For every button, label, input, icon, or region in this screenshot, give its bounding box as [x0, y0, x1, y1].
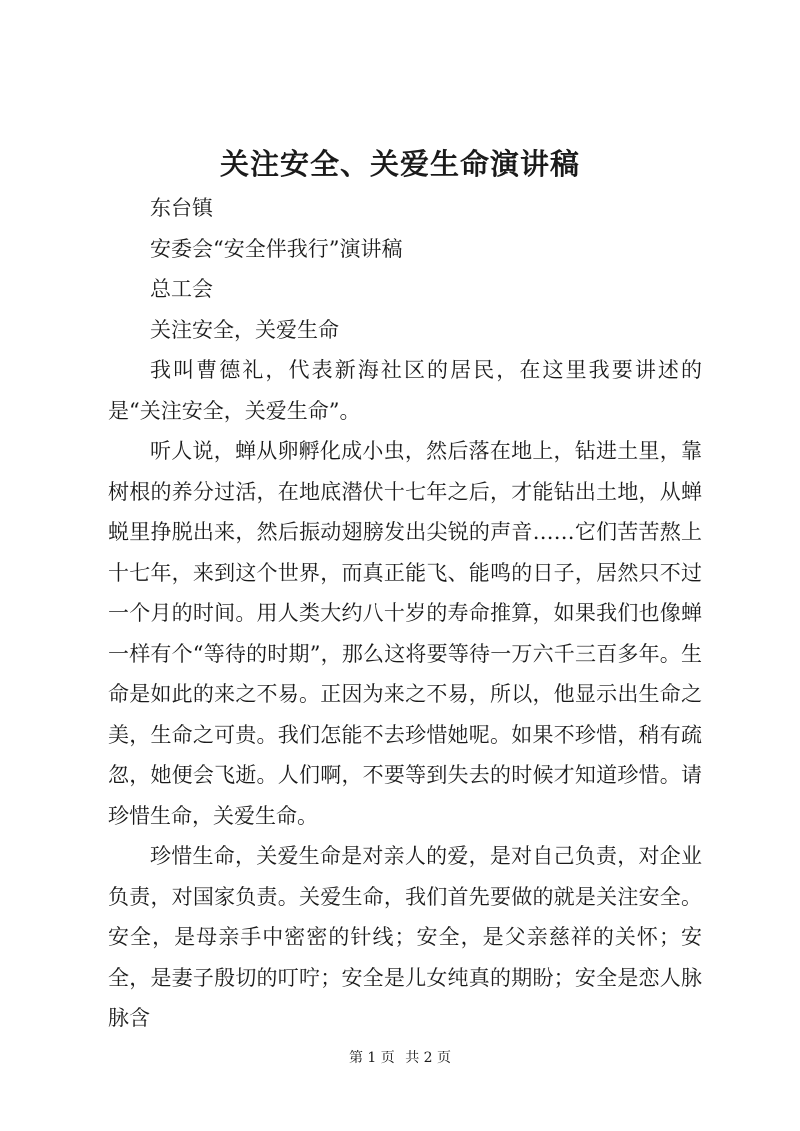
paragraph-town: 东台镇	[150, 196, 213, 220]
page-footer	[0, 1048, 800, 1068]
page-total: 共 2 页	[405, 1050, 452, 1066]
paragraph-union: 总工会	[150, 277, 213, 301]
document-body	[108, 188, 702, 1039]
paragraph-cherish: 珍惜生命，关爱生命是对亲人的爱，是对自己负责，对企业负责，对国家负责。关爱生命，我们首先要做的就是关注安全。安全，是母亲手中密密的针线；安全，是父亲慈祥的关怀；安全，是妻子殷切的叮咛；安全是儿女纯真的期盼；安全是恋人脉脉含	[108, 844, 702, 1030]
paragraph-committee: 安委会“安全伴我行”演讲稿	[150, 236, 403, 261]
document-title: 关注安全、关爱生命演讲稿	[219, 147, 580, 181]
paragraph-subtitle: 关注安全，关爱生命	[150, 317, 339, 342]
paragraph-intro: 我叫曹德礼，代表新海社区的居民，在这里我要讲述的是“关注安全，关爱生命”。	[108, 358, 702, 423]
page-number: 第 1 页	[348, 1050, 395, 1066]
paragraph-cicada: 听人说，蝉从卵孵化成小虫，然后落在地上，钻进土里，靠树根的养分过活，在地底潜伏十七年之后，才能钻出土地，从蝉蜕里挣脱出来，然后振动翅膀发出尖锐的声音……它们苦苦熬上十七年，来到这个世界，而真正能飞、能鸣的日子，居然只不过一个月的时间。用人类大约八十岁的寿命推算，如果我们也像蝉一样有个“等待的时期”，那么这将要等待一万六千三百多年。生命是如此的来之不易。正因为来之不易，所以，他显示出生命之美，生命之可贵。我们怎能不去珍惜她呢。如果不珍惜，稍有疏忽，她便会飞逝。人们啊，不要等到失去的时候才知道珍惜。请珍惜生命，关爱生命。	[108, 439, 702, 828]
